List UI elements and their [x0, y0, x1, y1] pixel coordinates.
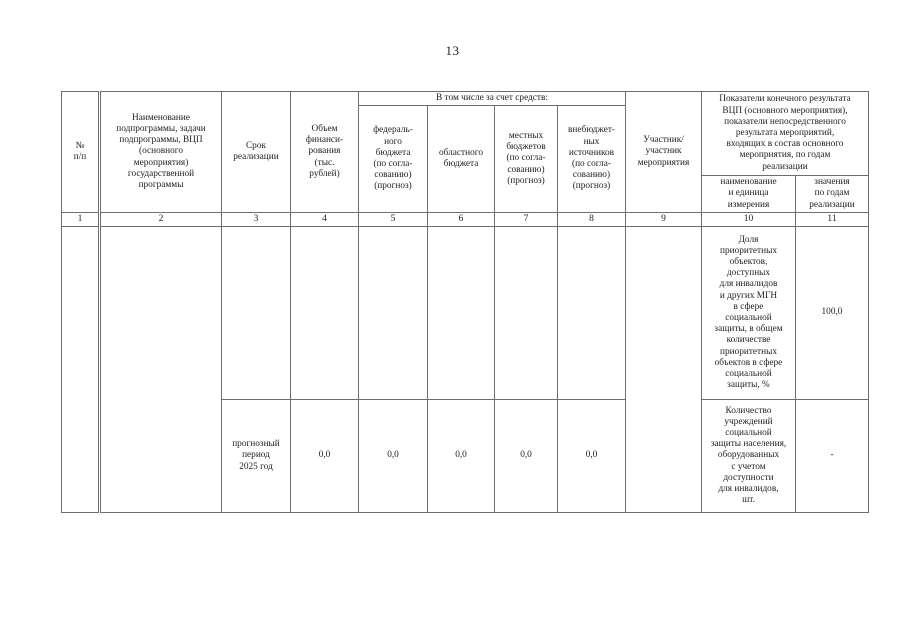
cell-empty — [626, 227, 702, 513]
indicator-name: Доля приоритетных объектов, доступных для инвалидов и других МГН в сфере социальной защиты, в общем количестве приоритетных объектов в сфере социальной защиты, % — [702, 227, 796, 400]
header-col-7: местных бюджетов (по согла- сованию) (прогноз) — [495, 106, 558, 213]
extra-cell: 0,0 — [558, 400, 626, 513]
local-cell: 0,0 — [495, 400, 558, 513]
cell-empty — [428, 227, 495, 400]
column-number: 10 — [702, 212, 796, 226]
column-number: 4 — [291, 212, 359, 226]
header-row-1 — [62, 92, 869, 106]
page-number: 13 — [445, 43, 460, 58]
column-numbers-row — [62, 212, 869, 226]
header-col-1: № п/п — [62, 92, 100, 213]
cell-empty — [558, 227, 626, 400]
header-group-funds: В том числе за счет средств: — [359, 92, 626, 106]
column-number: 9 — [626, 212, 702, 226]
column-number: 11 — [796, 212, 869, 226]
header-group-indicators: Показатели конечного результата ВЦП (основного мероприятия), показатели непосредственного результата мероприятий, входящих в состав основного мероприятия, по годам реализации — [702, 92, 869, 176]
header-col-8: внебюджет- ных источников (по согла- сованию) (прогноз) — [558, 106, 626, 213]
column-number: 5 — [359, 212, 428, 226]
indicator-value: 100,0 — [796, 227, 869, 400]
cell-empty — [62, 227, 100, 513]
cell-empty — [100, 227, 222, 513]
header-col-2: Наименование подпрограммы, задачи подпрограммы, ВЦП (основного мероприятия) государственной программы — [100, 92, 222, 213]
column-number: 8 — [558, 212, 626, 226]
column-number: 1 — [62, 212, 100, 226]
cell-empty — [291, 227, 359, 400]
header-col-3: Срок реализации — [222, 92, 291, 213]
indicator-value: - — [796, 400, 869, 513]
cell-empty — [222, 227, 291, 400]
federal-cell: 0,0 — [359, 400, 428, 513]
column-number: 6 — [428, 212, 495, 226]
header-col-5: федераль- ного бюджета (по согла- сованию) (прогноз) — [359, 106, 428, 213]
header-col-10: наименование и единица измерения — [702, 176, 796, 213]
cell-empty — [495, 227, 558, 400]
header-col-11: значения по годам реализации — [796, 176, 869, 213]
total-cell: 0,0 — [291, 400, 359, 513]
header-col-6: областного бюджета — [428, 106, 495, 213]
header-col-9: Участник/ участник мероприятия — [626, 92, 702, 213]
indicator-name: Количество учреждений социальной защиты населения, оборудованных с учетом доступности для инвалидов, шт. — [702, 400, 796, 513]
column-number: 7 — [495, 212, 558, 226]
column-number: 2 — [100, 212, 222, 226]
program-table — [61, 91, 869, 513]
header-col-4: Объем финанси- рования (тыс. рублей) — [291, 92, 359, 213]
regional-cell: 0,0 — [428, 400, 495, 513]
period-cell: прогнозный период 2025 год — [222, 400, 291, 513]
column-number: 3 — [222, 212, 291, 226]
table-row — [62, 227, 869, 400]
cell-empty — [359, 227, 428, 400]
